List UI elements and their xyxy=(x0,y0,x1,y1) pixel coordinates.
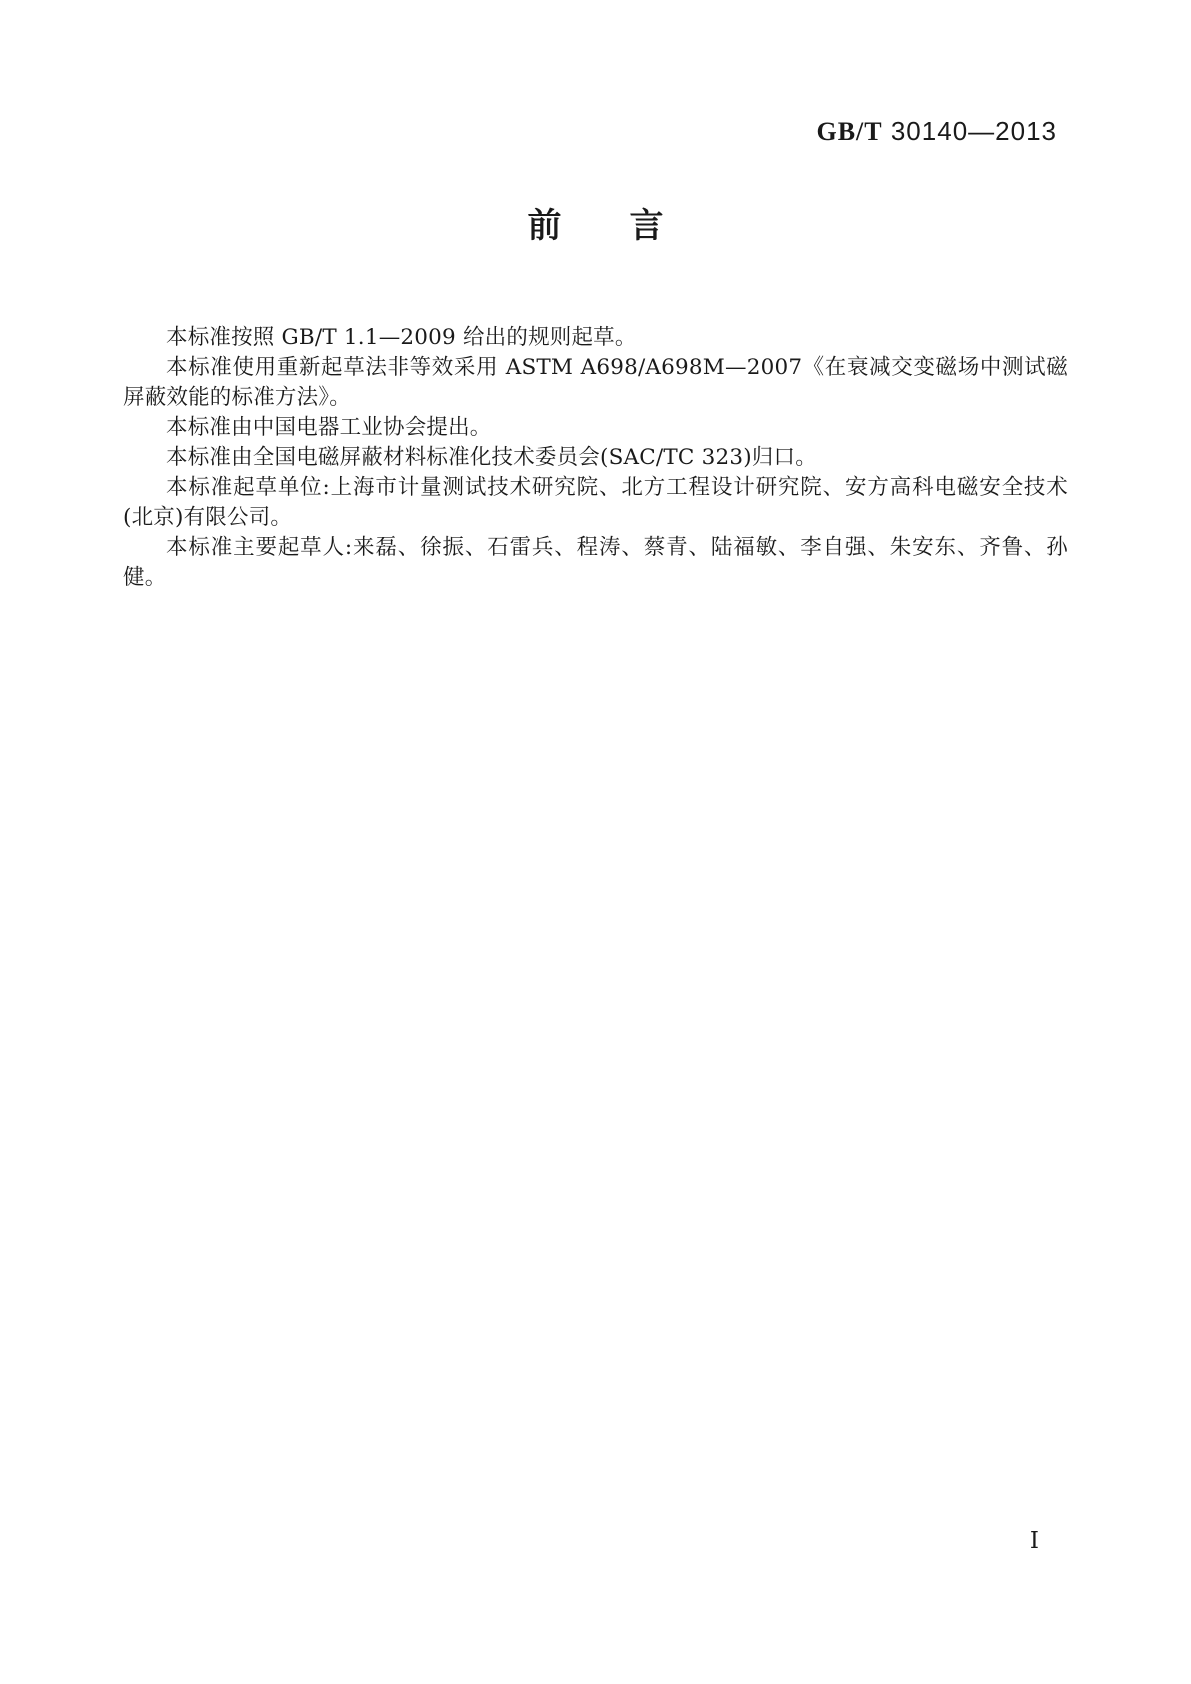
page-number: I xyxy=(1029,1528,1039,1554)
foreword-body xyxy=(123,323,1068,593)
standard-code-prefix: GB/T xyxy=(816,117,883,146)
paragraph-drafting-rules: 本标准按照 GB/T 1.1—2009 给出的规则起草。 xyxy=(166,325,637,350)
doc-header xyxy=(816,116,1057,147)
paragraph-proposed-by: 本标准由中国电器工业协会提出。 xyxy=(166,415,492,440)
paragraph-drafting-organizations: 本标准起草单位:上海市计量测试技术研究院、北方工程设计研究院、安方高科电磁安全技术(北京)有限公司。 xyxy=(123,475,1068,530)
paragraph-under-jurisdiction: 本标准由全国电磁屏蔽材料标准化技术委员会(SAC/TC 323)归口。 xyxy=(166,445,817,470)
paragraph-adopted-standard: 本标准使用重新起草法非等效采用 ASTM A698/A698M—2007《在衰减交变磁场中测试磁屏蔽效能的标准方法》。 xyxy=(123,355,1068,410)
paragraph-main-drafters: 本标准主要起草人:来磊、徐振、石雷兵、程涛、蔡青、陆福敏、李自强、朱安东、齐鲁、孙健。 xyxy=(123,535,1068,590)
page-title: 前 言 xyxy=(527,206,664,246)
standard-code-number: 30140—2013 xyxy=(882,116,1057,146)
page-footer xyxy=(1030,1528,1039,1554)
